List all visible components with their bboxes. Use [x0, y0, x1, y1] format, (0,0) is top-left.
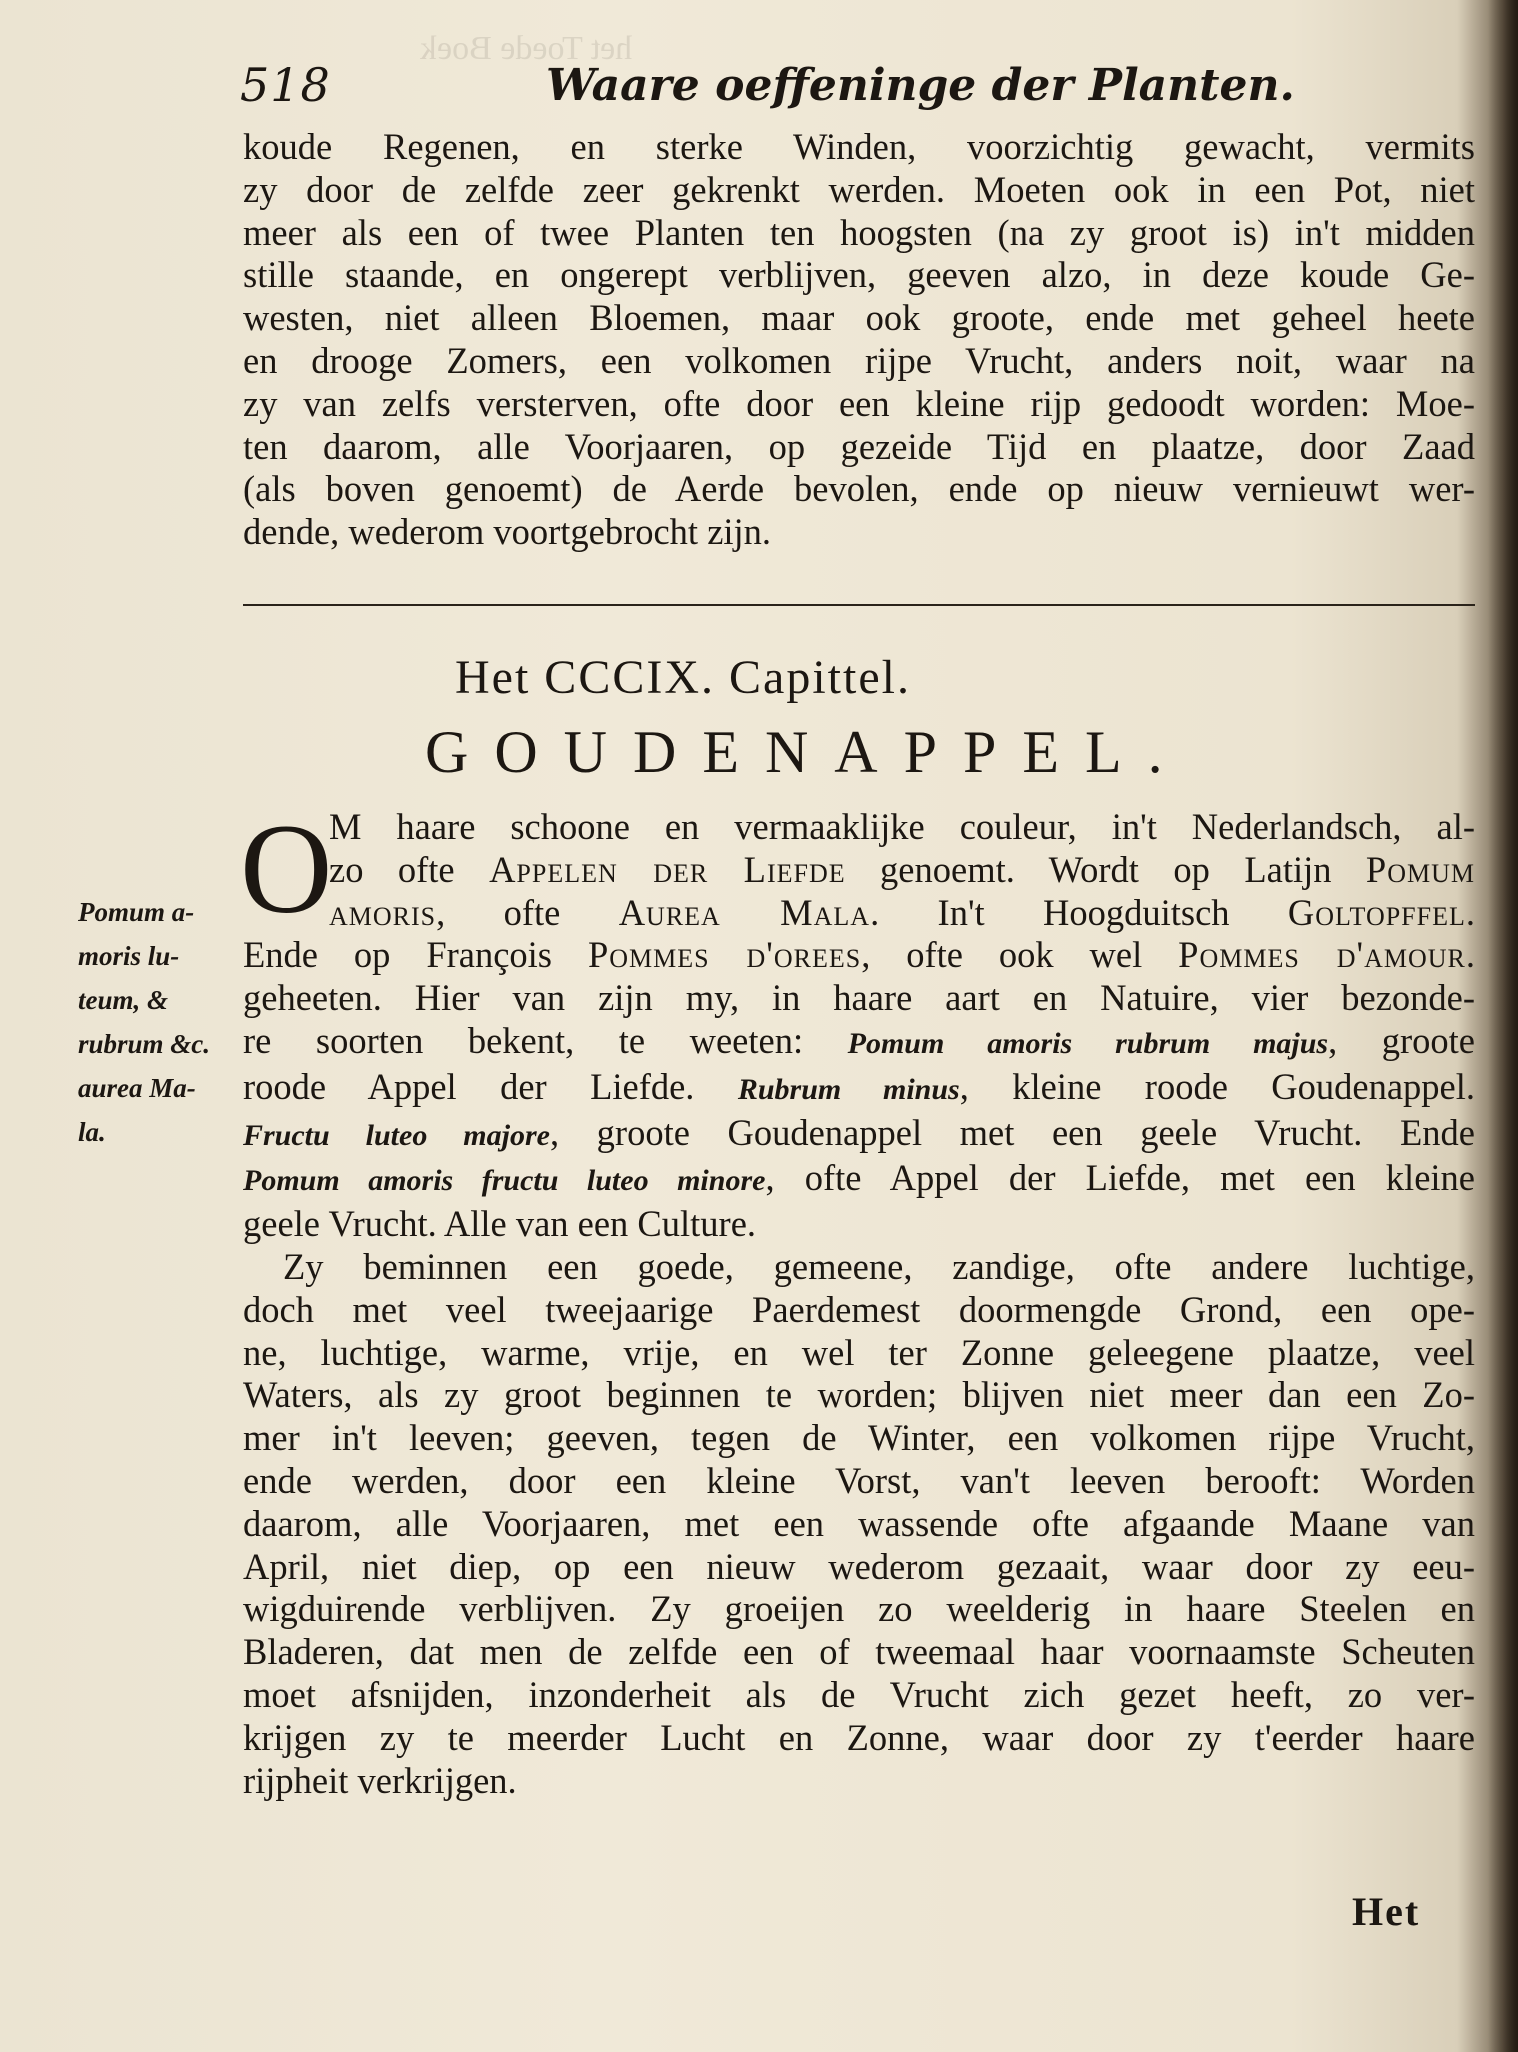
text-line: meer als een of twee Planten ten hoogsten (na zy groot is) in't midden: [243, 211, 1475, 253]
text-run: , ofte ook wel: [861, 934, 1179, 976]
chapter-title: Het CCCIX. Capittel.: [455, 651, 911, 704]
page-header: [240, 58, 1470, 114]
text-line: April, niet diep, op een nieuw wederom gezaait, waar door zy eeu-: [243, 1545, 1475, 1587]
small-caps-run: Goltopffel: [1287, 891, 1466, 933]
latin-name: Rubrum minus: [737, 1072, 960, 1106]
small-caps-run: Appelen der Liefde: [489, 848, 846, 890]
text-line: [243, 1020, 1475, 1066]
text-run: . In't Hoogduitsch: [870, 891, 1288, 933]
text-line: [243, 934, 1475, 977]
text-line: doch met veel tweejaarige Paerdemest doormengde Grond, een ope-: [243, 1288, 1475, 1330]
text-line: wigduirende verblijven. Zy groeijen zo weelderig in haare Steelen en: [243, 1588, 1475, 1630]
latin-name: Pomum amoris rubrum majus: [847, 1026, 1329, 1060]
text-run: .: [1465, 891, 1475, 933]
page-number: 518: [240, 58, 331, 112]
text-line: moet afsnijden, inzonderheit als de Vrucht zich gezet heeft, zo ver-: [243, 1673, 1475, 1715]
text-line: [243, 1112, 1475, 1158]
margin-note-line: teum, &: [78, 985, 169, 1015]
margin-note-line: aurea Ma-: [78, 1073, 196, 1103]
running-title: Waare oeffeninge der Planten.: [546, 60, 1295, 111]
text-line: koude Regenen, en sterke Winden, voorzichtig gewacht, vermits: [243, 126, 1475, 167]
margin-note-line: moris lu-: [78, 941, 180, 971]
text-run: re soorten bekent, te weeten:: [243, 1019, 848, 1061]
text-run: .: [1465, 934, 1476, 976]
latin-name: Fructu luteo majore: [243, 1118, 550, 1152]
text-line: [243, 1157, 1475, 1203]
page-gutter-shadow: [1488, 0, 1518, 2052]
text-line: mer in't leeven; geeven, tegen de Winter, een volkomen rijpe Vrucht,: [243, 1417, 1475, 1459]
text-line: (als boven genoemt) de Aerde bevolen, ende op nieuw vernieuwt wer-: [243, 468, 1475, 510]
small-caps-run: Pomum: [1365, 848, 1476, 890]
small-caps-run: amoris: [329, 891, 437, 933]
main-paragraph: [243, 806, 1475, 1802]
text-line: [243, 1066, 1475, 1112]
text-run: roode Appel der Liefde.: [243, 1065, 738, 1107]
text-line: westen, niet alleen Bloemen, maar ook groote, ende met geheel heete: [243, 297, 1475, 339]
text-line: geele Vrucht. Alle van een Culture.: [243, 1203, 757, 1245]
small-caps-run: Pommes d'amour: [1178, 934, 1466, 976]
text-line: Zy beminnen een goede, gemeene, zandige, ofte andere luchtige,: [283, 1245, 1475, 1287]
margin-note: [78, 890, 228, 1154]
text-run: Ende op François: [243, 934, 588, 976]
text-line: krijgen zy te meerder Lucht en Zonne, waar door zy t'eerder haare: [243, 1716, 1475, 1758]
text-run: , kleine roode Goudenappel.: [959, 1065, 1476, 1107]
text-line: [243, 849, 1475, 892]
text-run: , ofte: [436, 891, 619, 933]
text-line: daarom, alle Voorjaaren, met een wassende ofte afgaande Maane van: [243, 1502, 1475, 1544]
catchword: Het: [1352, 1889, 1421, 1934]
text-run: zo ofte: [329, 848, 490, 890]
drop-cap: O: [240, 798, 333, 940]
text-line: zy van zelfs versterven, ofte door een kleine rijp gedoodt worden: Moe-: [243, 382, 1475, 424]
text-line: geheeten. Hier van zijn my, in haare aart en Natuire, vier bezonde-: [243, 977, 1475, 1019]
text-line: rijpheit verkrijgen.: [243, 1759, 517, 1801]
text-run: genoemt. Wordt op Latijn: [845, 848, 1366, 890]
text-run: , groote: [1328, 1019, 1475, 1061]
text-line: ten daarom, alle Voorjaaren, op gezeide Tijd en plaatze, door Zaad: [243, 425, 1475, 467]
text-line: M haare schoone en vermaaklijke couleur, in't Nederlandsch, al-: [329, 806, 1475, 847]
text-line: ende werden, door een kleine Vorst, van't leeven berooft: Worden: [243, 1459, 1475, 1501]
margin-note-line: rubrum &c.: [78, 1029, 211, 1059]
text-run: , ofte Appel der Liefde, met een kleine: [765, 1157, 1475, 1199]
margin-note-line: Pomum a-: [78, 897, 195, 927]
latin-name: Pomum amoris fructu luteo minore: [243, 1164, 766, 1198]
text-run: , groote Goudenappel met een geele Vrucht. Ende: [549, 1111, 1475, 1153]
text-line: Waters, als zy groot beginnen te worden; blijven niet meer dan een Zo-: [243, 1374, 1475, 1416]
text-line: en drooge Zomers, een volkomen rijpe Vrucht, anders noit, waar na: [243, 339, 1475, 381]
text-line: stille staande, en ongerept verblijven, geeven alzo, in deze koude Ge-: [243, 254, 1475, 296]
text-line: zy door de zelfde zeer gekrenkt werden. Moeten ook in een Pot, niet: [243, 168, 1475, 210]
text-line: [243, 892, 1475, 935]
chapter-divider-rule: [243, 604, 1475, 606]
text-line: dende, wederom voortgebrocht zijn.: [243, 511, 772, 553]
section-title: GOUDENAPPEL.: [425, 719, 1189, 785]
text-line: ne, luchtige, warme, vrije, en wel ter Zonne geleegene plaatze, veel: [243, 1331, 1475, 1373]
bleed-through-text: het Toede Boek: [420, 30, 633, 67]
small-caps-run: Pommes d'orees: [587, 934, 862, 976]
text-line: Bladeren, dat men de zelfde een of tweemaal haar voornaamste Scheuten: [243, 1631, 1475, 1673]
small-caps-run: Aurea Mala: [618, 891, 871, 933]
margin-note-line: la.: [78, 1117, 106, 1147]
top-paragraph: [243, 126, 1475, 554]
